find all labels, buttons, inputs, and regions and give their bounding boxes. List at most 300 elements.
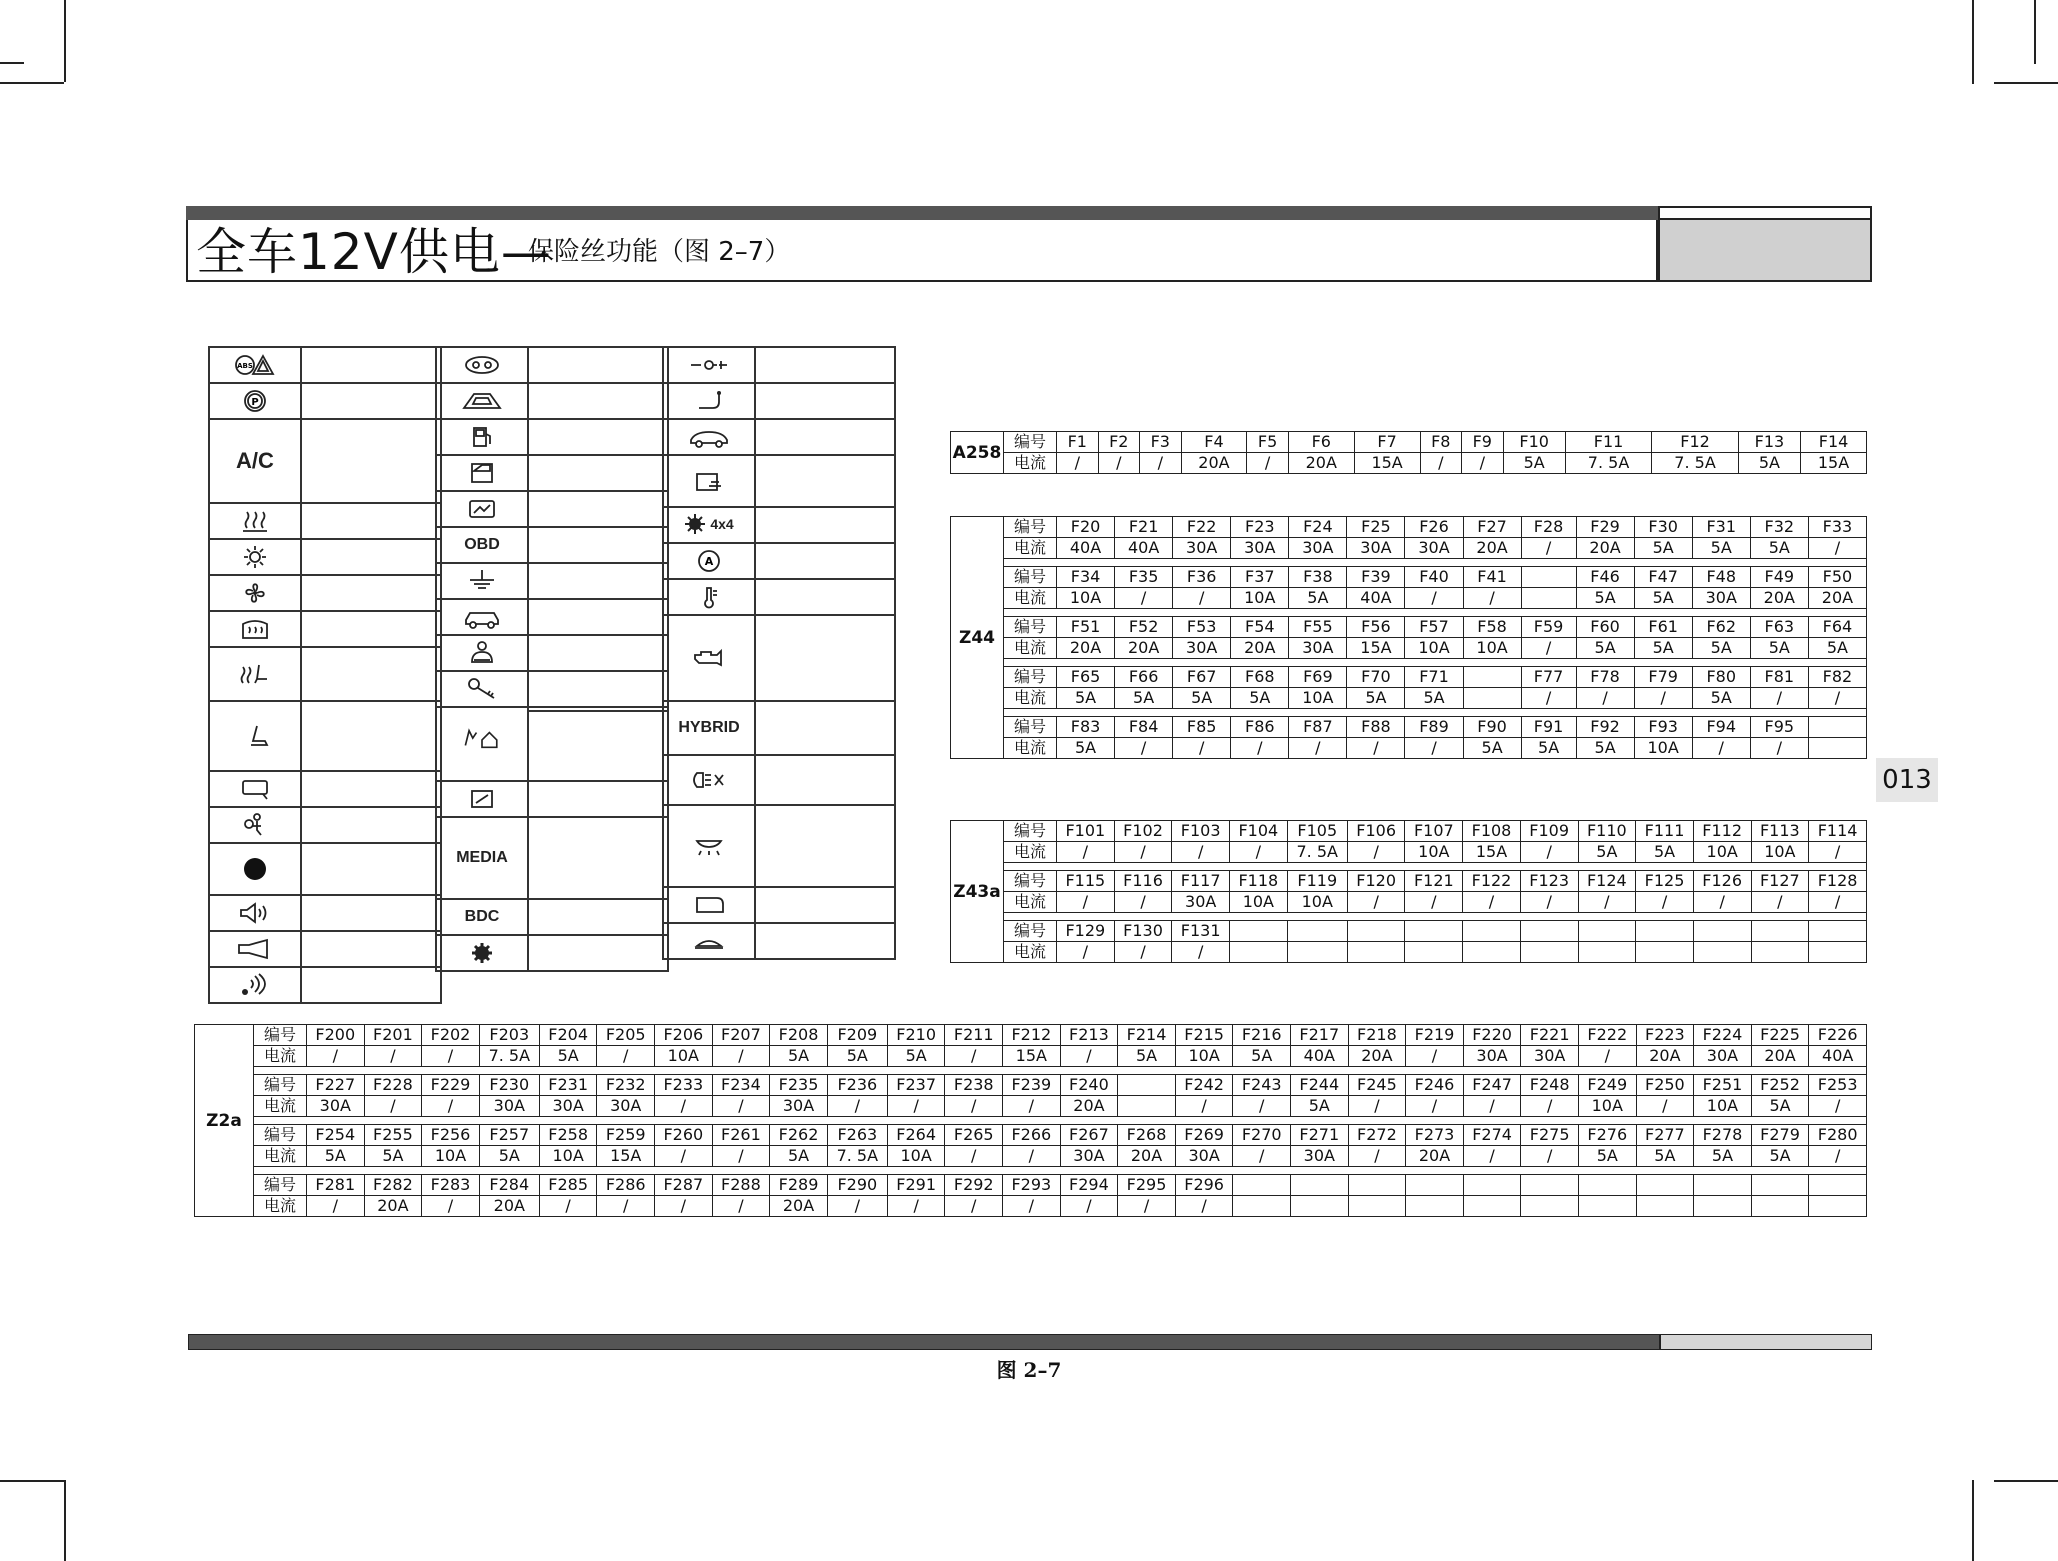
- fuse-current: /: [364, 1046, 422, 1067]
- fuse-current: 15A: [1801, 453, 1867, 474]
- fuse-current: 20A: [1181, 453, 1247, 474]
- fuse-current: [1406, 1196, 1464, 1217]
- fuse-id: F23: [1231, 517, 1289, 538]
- fuse-current: /: [1175, 1196, 1233, 1217]
- fuse-id: [1578, 921, 1636, 942]
- row-spacer: [195, 1167, 1867, 1175]
- function-row: [663, 805, 895, 887]
- fuse-current: [1291, 1196, 1349, 1217]
- fuse-current: /: [945, 1196, 1003, 1217]
- fuse-list: [755, 923, 895, 959]
- number-header: 编号: [1004, 717, 1057, 738]
- fuse-id: [1118, 1075, 1176, 1096]
- fuse-id: F107: [1405, 821, 1463, 842]
- function-row: [209, 539, 441, 575]
- fuse-current: 5A: [1118, 1046, 1176, 1067]
- fuse-current: 10A: [1230, 892, 1288, 913]
- fuse-current: 5A: [1405, 688, 1463, 709]
- fuse-current: [1636, 942, 1694, 963]
- fuse-list: [301, 611, 441, 647]
- fuse-current: 5A: [770, 1046, 828, 1067]
- fuse-current: 10A: [539, 1146, 597, 1167]
- fuse-current: 30A: [1060, 1146, 1118, 1167]
- fuse-current-row: [951, 453, 1867, 474]
- fuse-id: F79: [1634, 667, 1692, 688]
- fuse-current: [1463, 942, 1521, 963]
- hybrid-text: HYBRID: [663, 701, 755, 755]
- fuse-current: /: [655, 1096, 713, 1117]
- fuse-id: F126: [1693, 871, 1751, 892]
- fuse-current: 5A: [1576, 588, 1634, 609]
- fuse-id: [1405, 921, 1463, 942]
- function-row: [436, 491, 668, 527]
- fuse-id: F124: [1578, 871, 1636, 892]
- fuse-id: F277: [1636, 1125, 1694, 1146]
- fuse-id: F227: [307, 1075, 365, 1096]
- title-side-box: [1658, 220, 1872, 282]
- fuse-current: 5A: [770, 1146, 828, 1167]
- function-row: [209, 895, 441, 931]
- row-spacer: [951, 609, 1867, 617]
- fuse-current: 5A: [1750, 638, 1808, 659]
- fuse-id: F213: [1060, 1025, 1118, 1046]
- fuse-id-row: [951, 921, 1867, 942]
- dome-light-icon: [663, 805, 755, 887]
- fuse-current: /: [1809, 1096, 1867, 1117]
- fuse-id: F35: [1115, 567, 1173, 588]
- fuse-id: F59: [1521, 617, 1576, 638]
- fuse-id: F22: [1173, 517, 1231, 538]
- fuse-current: /: [1348, 1146, 1406, 1167]
- fuse-current: 7. 5A: [827, 1146, 887, 1167]
- fuse-current: 30A: [1173, 538, 1231, 559]
- function-row: [209, 967, 441, 1003]
- fuse-id: [1521, 1175, 1579, 1196]
- fuse-id: F266: [1003, 1125, 1061, 1146]
- current-header: 电流: [254, 1196, 307, 1217]
- fuse-current: 10A: [1231, 588, 1289, 609]
- fuse-id: F212: [1003, 1025, 1061, 1046]
- fuse-id: F113: [1751, 821, 1809, 842]
- fuse-id: F49: [1750, 567, 1808, 588]
- fuse-list: [301, 967, 441, 1003]
- function-row: [436, 635, 668, 671]
- number-header: 编号: [254, 1125, 307, 1146]
- fuse-id: F236: [827, 1075, 887, 1096]
- fuse-list: [301, 503, 441, 539]
- fuse-current: /: [655, 1146, 713, 1167]
- fuse-list: [528, 419, 668, 455]
- fuse-current: 20A: [364, 1196, 422, 1217]
- fuse-id: F14: [1801, 432, 1867, 453]
- fuse-box-label: Z44: [951, 517, 1004, 759]
- fuse-id: F29: [1576, 517, 1634, 538]
- fuse-current: /: [307, 1196, 365, 1217]
- figure-caption: 图 2–7: [996, 1358, 1062, 1382]
- fuse-id: F9: [1462, 432, 1504, 453]
- fuse-id: F271: [1291, 1125, 1349, 1146]
- fuse-list: [528, 599, 668, 635]
- row-spacer: [951, 709, 1867, 717]
- fuse-current: 5A: [1808, 638, 1866, 659]
- fuse-list: [528, 527, 668, 563]
- fuse-current: [1751, 1196, 1809, 1217]
- fuse-current: 10A: [1175, 1046, 1233, 1067]
- fuse-current: 20A: [1115, 638, 1173, 659]
- fuse-id: F278: [1694, 1125, 1752, 1146]
- seat-heater-icon: [209, 647, 301, 701]
- fuse-list: [755, 347, 895, 383]
- function-row: [436, 419, 668, 455]
- fuse-current: /: [1060, 1196, 1118, 1217]
- fuse-current: 7. 5A: [1565, 453, 1652, 474]
- fuse-current: 5A: [1634, 538, 1692, 559]
- current-header: 电流: [1004, 738, 1057, 759]
- fuse-list: [528, 383, 668, 419]
- fuse-id: F260: [655, 1125, 713, 1146]
- fuse-current: [1751, 942, 1809, 963]
- fuse-current: 7. 5A: [1287, 842, 1347, 863]
- fuse-list: [755, 419, 895, 455]
- fuse-id: F80: [1692, 667, 1750, 688]
- function-column-2: [435, 346, 669, 972]
- fuse-current: /: [597, 1196, 655, 1217]
- fuse-current: 20A: [1060, 1096, 1118, 1117]
- fuse-id: F67: [1173, 667, 1231, 688]
- number-header: 编号: [254, 1025, 307, 1046]
- fuse-list: [528, 635, 668, 671]
- fuse-current: 20A: [1751, 1046, 1809, 1067]
- current-header: 电流: [1004, 892, 1057, 913]
- fuse-current: 5A: [1636, 1146, 1694, 1167]
- fuse-id: F122: [1463, 871, 1521, 892]
- fuse-id: F220: [1463, 1025, 1521, 1046]
- fuse-id: F66: [1115, 667, 1173, 688]
- fuse-table-z44: [950, 516, 1867, 759]
- fuse-id: F81: [1750, 667, 1808, 688]
- number-header: 编号: [254, 1175, 307, 1196]
- fuse-current: 30A: [1175, 1146, 1233, 1167]
- fuse-id: F235: [770, 1075, 828, 1096]
- fuse-current: /: [1347, 842, 1405, 863]
- fuse-current: /: [1173, 738, 1231, 759]
- fuse-current: 10A: [1289, 688, 1347, 709]
- fuse-list: [528, 347, 668, 383]
- fuse-id: F250: [1636, 1075, 1694, 1096]
- function-row: [209, 701, 441, 771]
- row-spacer: [951, 659, 1867, 667]
- fuse-id: [1751, 921, 1809, 942]
- function-column-3: [662, 346, 896, 960]
- fuse-id: [1694, 1175, 1752, 1196]
- row-spacer: [195, 1067, 1867, 1075]
- fuse-id: F280: [1809, 1125, 1867, 1146]
- fuse-id: [1233, 1175, 1291, 1196]
- function-row: [436, 899, 668, 935]
- fuse-id: F58: [1463, 617, 1521, 638]
- fuse-list: [755, 755, 895, 805]
- fuse-current: 15A: [1003, 1046, 1061, 1067]
- fuse-current: /: [422, 1096, 480, 1117]
- fuse-id: F233: [655, 1075, 713, 1096]
- fuse-current: /: [1115, 738, 1173, 759]
- function-row: [436, 563, 668, 599]
- current-header: 电流: [1004, 842, 1057, 863]
- fuse-id: F118: [1230, 871, 1288, 892]
- fuse-id: F231: [539, 1075, 597, 1096]
- fuse-id: F206: [655, 1025, 713, 1046]
- fuse-current: 20A: [1463, 538, 1521, 559]
- fuse-id-row: [195, 1175, 1867, 1196]
- fuse-id: F229: [422, 1075, 480, 1096]
- fuse-current: 30A: [770, 1096, 828, 1117]
- fuse-id: F242: [1175, 1075, 1233, 1096]
- fuse-current: 20A: [770, 1196, 828, 1217]
- page-title: 全车12V供电—: [196, 223, 552, 281]
- fuse-id: F69: [1289, 667, 1347, 688]
- speaker-icon: [209, 895, 301, 931]
- fuse-id: [1808, 717, 1866, 738]
- spacer-cell: [1004, 609, 1867, 617]
- fuse-id: F253: [1809, 1075, 1867, 1096]
- fuse-current: 30A: [597, 1096, 655, 1117]
- fuse-id: F106: [1347, 821, 1405, 842]
- svg-text:ABS: ABS: [237, 362, 253, 370]
- fuse-id: F234: [712, 1075, 770, 1096]
- fuse-current: /: [1750, 738, 1808, 759]
- fuse-current: 30A: [1173, 638, 1231, 659]
- fuse-id: F256: [422, 1125, 480, 1146]
- fuse-id: F88: [1347, 717, 1405, 738]
- fuse-id: F53: [1173, 617, 1231, 638]
- fuse-current: /: [887, 1196, 945, 1217]
- fuse-id: F68: [1231, 667, 1289, 688]
- number-header: 编号: [1004, 667, 1057, 688]
- fuse-id: F31: [1692, 517, 1750, 538]
- fuse-id: F237: [887, 1075, 945, 1096]
- fuse-id: F226: [1809, 1025, 1867, 1046]
- fuse-current: /: [712, 1146, 770, 1167]
- fuse-current: /: [1809, 842, 1867, 863]
- fuse-current: /: [1634, 688, 1692, 709]
- fuse-current: 10A: [1057, 588, 1115, 609]
- fuse-id: F224: [1694, 1025, 1752, 1046]
- fuse-id: F125: [1636, 871, 1694, 892]
- fuse-list: [528, 817, 668, 899]
- fuse-current: 5A: [1289, 588, 1347, 609]
- fuse-current: /: [1348, 1096, 1406, 1117]
- fuse-list: [301, 701, 441, 771]
- function-row: [209, 771, 441, 807]
- bdc-text: BDC: [436, 899, 528, 935]
- fuse-id: F102: [1114, 821, 1172, 842]
- fuse-id: F52: [1115, 617, 1173, 638]
- fuse-current: /: [712, 1096, 770, 1117]
- fuse-list: [301, 843, 441, 895]
- fuse-id-row: [195, 1025, 1867, 1046]
- fuse-list: [755, 507, 895, 543]
- obd-text: OBD: [436, 527, 528, 563]
- fuse-id: F246: [1406, 1075, 1464, 1096]
- abs-warning-icons: [209, 347, 301, 383]
- fuse-current: 5A: [1057, 738, 1115, 759]
- ground-icon: [436, 563, 528, 599]
- rear-defrost-icon: [209, 503, 301, 539]
- fuse-id: F119: [1287, 871, 1347, 892]
- fuse-id: F77: [1521, 667, 1576, 688]
- fuse-current: /: [1230, 842, 1288, 863]
- fuse-current: /: [1809, 892, 1867, 913]
- fuse-id: F292: [945, 1175, 1003, 1196]
- fuse-id: [1521, 567, 1576, 588]
- fuse-id: F123: [1520, 871, 1578, 892]
- fuse-current: /: [1098, 453, 1140, 474]
- fuse-list: [755, 455, 895, 507]
- fuse-id: F295: [1118, 1175, 1176, 1196]
- fuse-current: 5A: [364, 1146, 422, 1167]
- fuse-id: F26: [1405, 517, 1463, 538]
- fuse-current: 20A: [1231, 638, 1289, 659]
- fuse-current: [1693, 942, 1751, 963]
- fuse-id: [1287, 921, 1347, 942]
- fuse-current: /: [1463, 1096, 1521, 1117]
- current-header: 电流: [254, 1146, 307, 1167]
- fuse-id: F39: [1347, 567, 1405, 588]
- fuse-id: F78: [1576, 667, 1634, 688]
- fuse-list: [755, 383, 895, 419]
- fuse-current: 30A: [1291, 1146, 1349, 1167]
- fuse-id: F64: [1808, 617, 1866, 638]
- current-header: 电流: [1004, 588, 1057, 609]
- media-text: MEDIA: [436, 817, 528, 899]
- fuse-id: F108: [1463, 821, 1521, 842]
- fuse-current: /: [1521, 1146, 1579, 1167]
- fuse-current: /: [1057, 453, 1099, 474]
- number-header: 编号: [1004, 617, 1057, 638]
- fuse-current: 20A: [1348, 1046, 1406, 1067]
- fuse-id: F239: [1003, 1075, 1061, 1096]
- number-header: 编号: [254, 1075, 307, 1096]
- fuse-current: /: [307, 1046, 365, 1067]
- fuse-id: F95: [1750, 717, 1808, 738]
- fuse-current: 20A: [1750, 588, 1808, 609]
- fuse-current: /: [945, 1096, 1003, 1117]
- fuse-current: 5A: [1750, 538, 1808, 559]
- fuse-current: /: [1808, 538, 1866, 559]
- fuse-id: F240: [1060, 1075, 1118, 1096]
- function-row: [209, 647, 441, 701]
- fuse-list: [301, 647, 441, 701]
- fuse-current: /: [1003, 1096, 1061, 1117]
- fuse-id-row: [951, 717, 1867, 738]
- fuse-id: F120: [1347, 871, 1405, 892]
- fuse-current: /: [1462, 453, 1504, 474]
- fuse-current: 15A: [1354, 453, 1420, 474]
- function-row: [209, 843, 441, 895]
- fuse-current: 10A: [1694, 1096, 1752, 1117]
- fuse-current: /: [1140, 453, 1182, 474]
- car-sensor-icon: [436, 599, 528, 635]
- fuse-id: F37: [1231, 567, 1289, 588]
- fuse-current: /: [1578, 892, 1636, 913]
- fuse-current: 5A: [1503, 453, 1565, 474]
- fuse-id: F221: [1521, 1025, 1579, 1046]
- current-header: 电流: [1004, 688, 1057, 709]
- fuse-id: [1636, 921, 1694, 942]
- footer-bar-light: [1660, 1334, 1872, 1350]
- fuse-id: F90: [1463, 717, 1521, 738]
- fuse-current: /: [597, 1046, 655, 1067]
- fuse-current: 15A: [597, 1146, 655, 1167]
- door-light-icon: [663, 455, 755, 507]
- fuse-current: [1118, 1096, 1176, 1117]
- fuse-current: 10A: [655, 1046, 713, 1067]
- fuse-current: 10A: [1405, 842, 1463, 863]
- fuse-id: F217: [1291, 1025, 1349, 1046]
- airbag-icon: [209, 807, 301, 843]
- fuse-current: 10A: [1405, 638, 1463, 659]
- 4x4-label: 4x4: [710, 515, 734, 532]
- fuse-id: F13: [1738, 432, 1800, 453]
- fuse-current: /: [1406, 1046, 1464, 1067]
- fuse-id: F205: [597, 1025, 655, 1046]
- fuse-id: F117: [1172, 871, 1230, 892]
- fuse-current: 5A: [827, 1046, 887, 1067]
- fuse-current: 5A: [1751, 1146, 1809, 1167]
- fuse-current: /: [1172, 842, 1230, 863]
- auto-hold-icon: [663, 543, 755, 579]
- fuse-id: F219: [1406, 1025, 1464, 1046]
- fuse-current: 5A: [1347, 688, 1405, 709]
- fuse-current: 5A: [1578, 1146, 1636, 1167]
- header-bar: [186, 206, 1658, 220]
- fuse-id: F247: [1463, 1075, 1521, 1096]
- row-spacer: [951, 863, 1867, 871]
- fuse-id: F283: [422, 1175, 480, 1196]
- fuse-list: [301, 347, 441, 383]
- fuse-current: 5A: [307, 1146, 365, 1167]
- function-row: [436, 347, 668, 383]
- fuse-current: /: [712, 1046, 770, 1067]
- fuse-id: F222: [1578, 1025, 1636, 1046]
- fuse-current: 10A: [1287, 892, 1347, 913]
- fuse-id: F230: [479, 1075, 539, 1096]
- fuse-current-row: [951, 588, 1867, 609]
- fuse-id: F87: [1289, 717, 1347, 738]
- fuse-list: [755, 615, 895, 701]
- fuse-current: [1405, 942, 1463, 963]
- function-row: [663, 383, 895, 419]
- fuse-current: [1463, 1196, 1521, 1217]
- function-row: [209, 575, 441, 611]
- fuse-id: F216: [1233, 1025, 1291, 1046]
- fuse-current: [1809, 1196, 1867, 1217]
- fuse-current: /: [1233, 1146, 1291, 1167]
- fuse-current: /: [1289, 738, 1347, 759]
- fuse-id: [1291, 1175, 1349, 1196]
- plug-icon: [663, 347, 755, 383]
- fuse-current: [1233, 1196, 1291, 1217]
- fuse-id: F268: [1118, 1125, 1176, 1146]
- fuse-id: F211: [945, 1025, 1003, 1046]
- wireless-icon: [209, 967, 301, 1003]
- fuse-id: F84: [1115, 717, 1173, 738]
- fuse-current: 30A: [1172, 892, 1230, 913]
- footer-bar: [188, 1334, 1660, 1350]
- fuse-current-row: [951, 842, 1867, 863]
- fuse-id: [1578, 1175, 1636, 1196]
- mirror-icon: [209, 771, 301, 807]
